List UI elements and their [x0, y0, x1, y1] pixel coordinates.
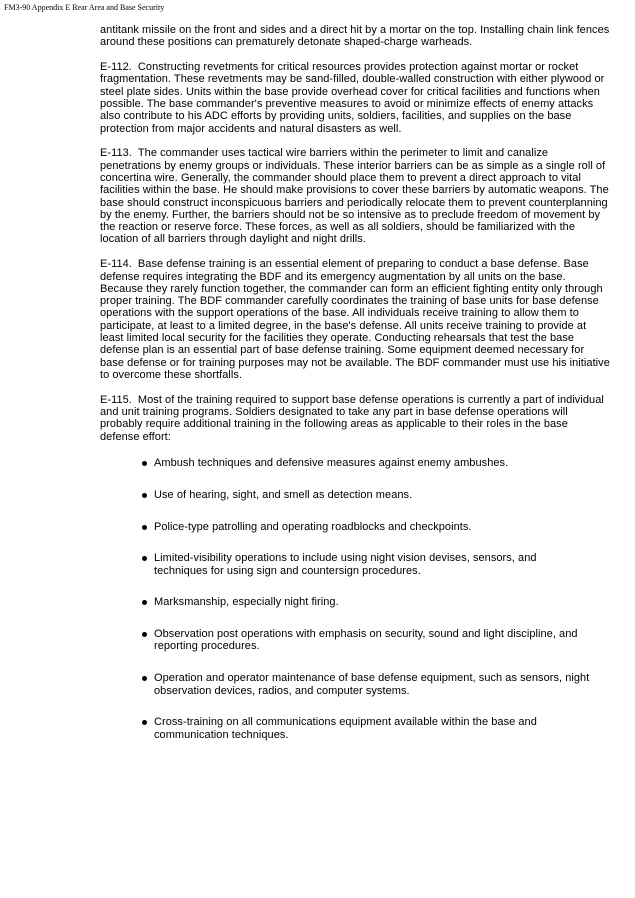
- paragraph-e-112: [100, 61, 610, 135]
- list-item-text: Police-type patrolling and operating roadblocks and checkpoints.: [154, 520, 472, 533]
- list-item: [154, 521, 610, 533]
- list-item-text: Cross-training on all communications equipment available within the base and communication techniques.: [154, 716, 537, 741]
- bullet-icon: [142, 525, 147, 530]
- bullet-icon: [142, 720, 147, 725]
- list-item: [154, 716, 610, 741]
- paragraph-text: Constructing revetments for critical resources provides protection against mortar or rocket fragmentation. These revetments may be sand-filled, double-walled construction with either plywood or steel plate sides. Units within the base provide overhead cover for critical facilities and functions when possible. The base commander's preventive measures to avoid or minimize effects of enemy attacks also contribute to his ADC efforts by providing units, soldiers, facilities, and supplies on the base protection from major accidents and natural disasters as well.: [100, 61, 605, 135]
- paragraph-text: The commander uses tactical wire barriers within the perimeter to limit and canalize penetrations by enemy groups or individuals. These interior barriers can be as simple as a single roll of concertina wire. Generally, the commander should place them to prevent a direct approach to vital facilities within the base. He should make provisions to cover these barriers by automatic weapons. The base should construct inconspicuous barriers and periodically relocate them to prevent counterplanning by the enemy. Further, the barriers should not be so intensive as to preclude freedom of movement by the reaction or reserve force. These forces, as well as all soldiers, should be familiarized with the location of all barriers through daylight and night drills.: [100, 147, 609, 246]
- list-item-text: Marksmanship, especially night firing.: [154, 596, 339, 609]
- bullet-icon: [142, 461, 147, 466]
- list-item: [154, 552, 610, 577]
- list-item-text: Ambush techniques and defensive measures against enemy ambushes.: [154, 456, 509, 469]
- list-item-text: Use of hearing, sight, and smell as detection means.: [154, 488, 413, 501]
- paragraph-number: E-114.: [100, 258, 132, 271]
- list-item: [154, 672, 610, 697]
- list-item: [154, 596, 610, 608]
- bullet-icon: [142, 493, 147, 498]
- paragraph-text: Most of the training required to support base defense operations is currently a part of individual and unit training programs. Soldiers designated to take any part in base defense operations will probably require additional training in the following areas as applicable to their roles in the base defense effort:: [100, 393, 604, 443]
- paragraph-number: E-112.: [100, 61, 132, 74]
- document-body: [100, 24, 610, 760]
- list-item: [154, 489, 610, 501]
- list-item-text: Limited-visibility operations to include using night vision devises, sensors, and techniques for using sign and countersign procedures.: [154, 552, 537, 577]
- paragraph-text: Base defense training is an essential element of preparing to conduct a base defense. Base defense requires integrating the BDF and its emergency augmentation by all units on the base. Because they rarely function together, the commander can form an efficient fighting entity only through proper training. The BDF commander carefully coordinates the training of base units for base defense operations with the support operations of the base. All individuals receive training to allow them to participate, at least to a limited degree, in the base's defense. All units receive training to provide at least limited local security for the facilities they operate. Conducting rehearsals that test the base defense plan is an essential part of base defense training. Some equipment deemed necessary for base defense or for training purposes may not be available. The BDF commander must use his initiative to overcome these shortfalls.: [100, 258, 610, 381]
- paragraph-text: antitank missile on the front and sides and a direct hit by a mortar on the top. Installing chain link fences around these positions can prematurely detonate shaped-charge warheads.: [100, 24, 610, 49]
- paragraph-e-113: [100, 147, 610, 245]
- training-areas-list: [100, 457, 610, 741]
- page-header: FM3-90 Appendix E Rear Area and Base Security: [4, 3, 165, 12]
- bullet-icon: [142, 556, 147, 561]
- paragraph-e-114: [100, 258, 610, 381]
- list-item-text: Observation post operations with emphasis on security, sound and light discipline, and reporting procedures.: [154, 628, 578, 653]
- paragraph-e-115: [100, 394, 610, 443]
- bullet-icon: [142, 632, 147, 637]
- list-item: [154, 457, 610, 469]
- paragraph-continuation: [100, 24, 610, 49]
- bullet-icon: [142, 676, 147, 681]
- bullet-icon: [142, 600, 147, 605]
- paragraph-number: E-115.: [100, 393, 132, 406]
- paragraph-number: E-113.: [100, 147, 132, 160]
- list-item-text: Operation and operator maintenance of base defense equipment, such as sensors, night observation devices, radios, and computer systems.: [154, 672, 590, 697]
- list-item: [154, 628, 610, 653]
